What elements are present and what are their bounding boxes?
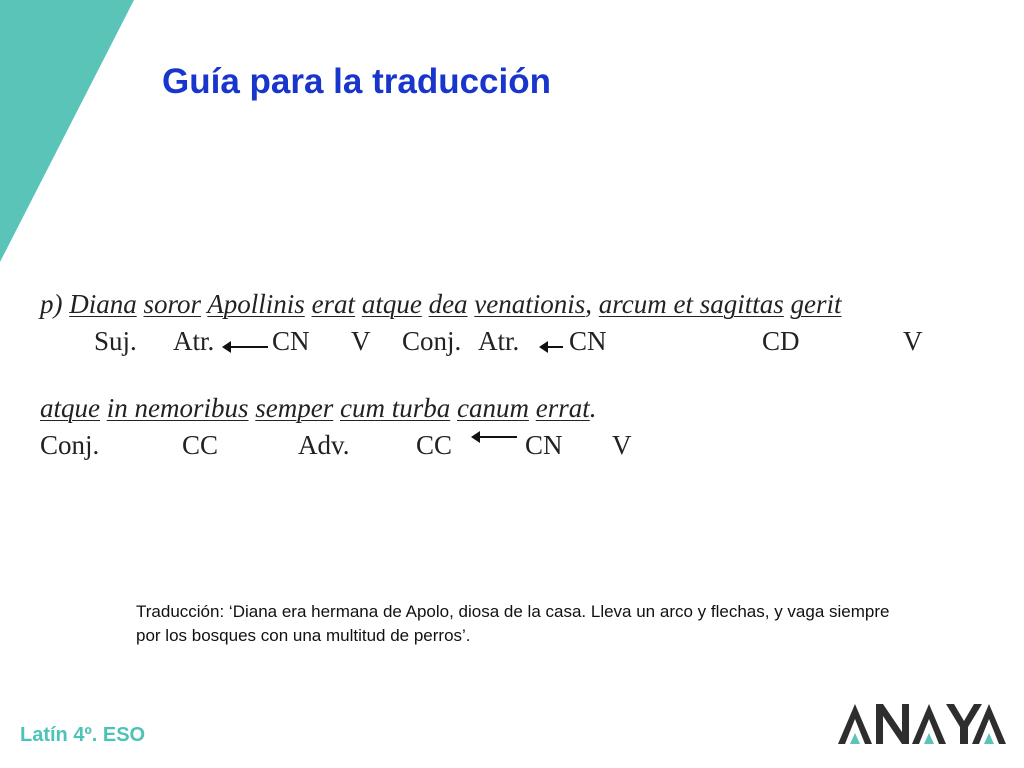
latin-word: errat bbox=[535, 393, 590, 423]
syntax-label: V bbox=[351, 326, 371, 356]
sentence-prefix: p) bbox=[40, 289, 63, 319]
latin-word: gerit bbox=[790, 289, 842, 319]
latin-word: atque bbox=[40, 393, 100, 423]
syntax-label: CD bbox=[762, 326, 800, 356]
syntax-label: V bbox=[903, 326, 923, 356]
latin-punct: . bbox=[589, 393, 597, 423]
syntax-label: CN bbox=[272, 326, 310, 356]
syntax-label: CC bbox=[182, 430, 219, 460]
slide-title: Guía para la traducción bbox=[162, 62, 551, 101]
syntax-label: Suj. bbox=[94, 326, 137, 356]
latin-word: canum bbox=[456, 393, 529, 423]
latin-word: Diana bbox=[69, 289, 137, 319]
footer-course-label: Latín 4º. ESO bbox=[20, 724, 146, 746]
anaya-logo bbox=[836, 700, 1011, 748]
latin-word: soror bbox=[143, 289, 202, 319]
left-arrow-icon bbox=[545, 346, 563, 348]
syntax-label: Atr. bbox=[478, 326, 520, 356]
latin-word: dea bbox=[428, 289, 468, 319]
syntax-label: Atr. bbox=[173, 326, 215, 356]
decorative-teal-band bbox=[0, 0, 140, 270]
latin-word: in nemoribus bbox=[106, 393, 249, 423]
latin-word: arcum et sagittas bbox=[598, 289, 784, 319]
latin-word: erat bbox=[311, 289, 356, 319]
translation-text: Traducción: ‘Diana era hermana de Apolo, diosa de la casa. Lleva un arco y flechas, y vaga siempre por los bosques con una multitud de perros’. bbox=[136, 602, 890, 645]
syntax-label: CC bbox=[416, 430, 453, 460]
left-arrow-icon bbox=[477, 436, 517, 438]
syntax-label: V bbox=[612, 430, 632, 460]
latin-word: semper bbox=[255, 393, 334, 423]
syntax-label: CN bbox=[569, 326, 607, 356]
anaya-logo-icon bbox=[836, 700, 1011, 748]
syntax-label: Conj. bbox=[402, 326, 462, 356]
syntax-label: Conj. bbox=[40, 430, 100, 460]
syntax-label: Adv. bbox=[298, 430, 350, 460]
latin-word: cum turba bbox=[339, 393, 451, 423]
latin-word: Apollinis bbox=[207, 289, 305, 319]
latin-word: venationis bbox=[474, 289, 586, 319]
latin-sentence-1 bbox=[40, 289, 842, 320]
latin-word: atque bbox=[361, 289, 422, 319]
syntax-label: CN bbox=[525, 430, 563, 460]
left-arrow-icon bbox=[228, 346, 268, 348]
latin-sentence-2 bbox=[40, 393, 596, 424]
latin-punct: , bbox=[585, 289, 593, 319]
